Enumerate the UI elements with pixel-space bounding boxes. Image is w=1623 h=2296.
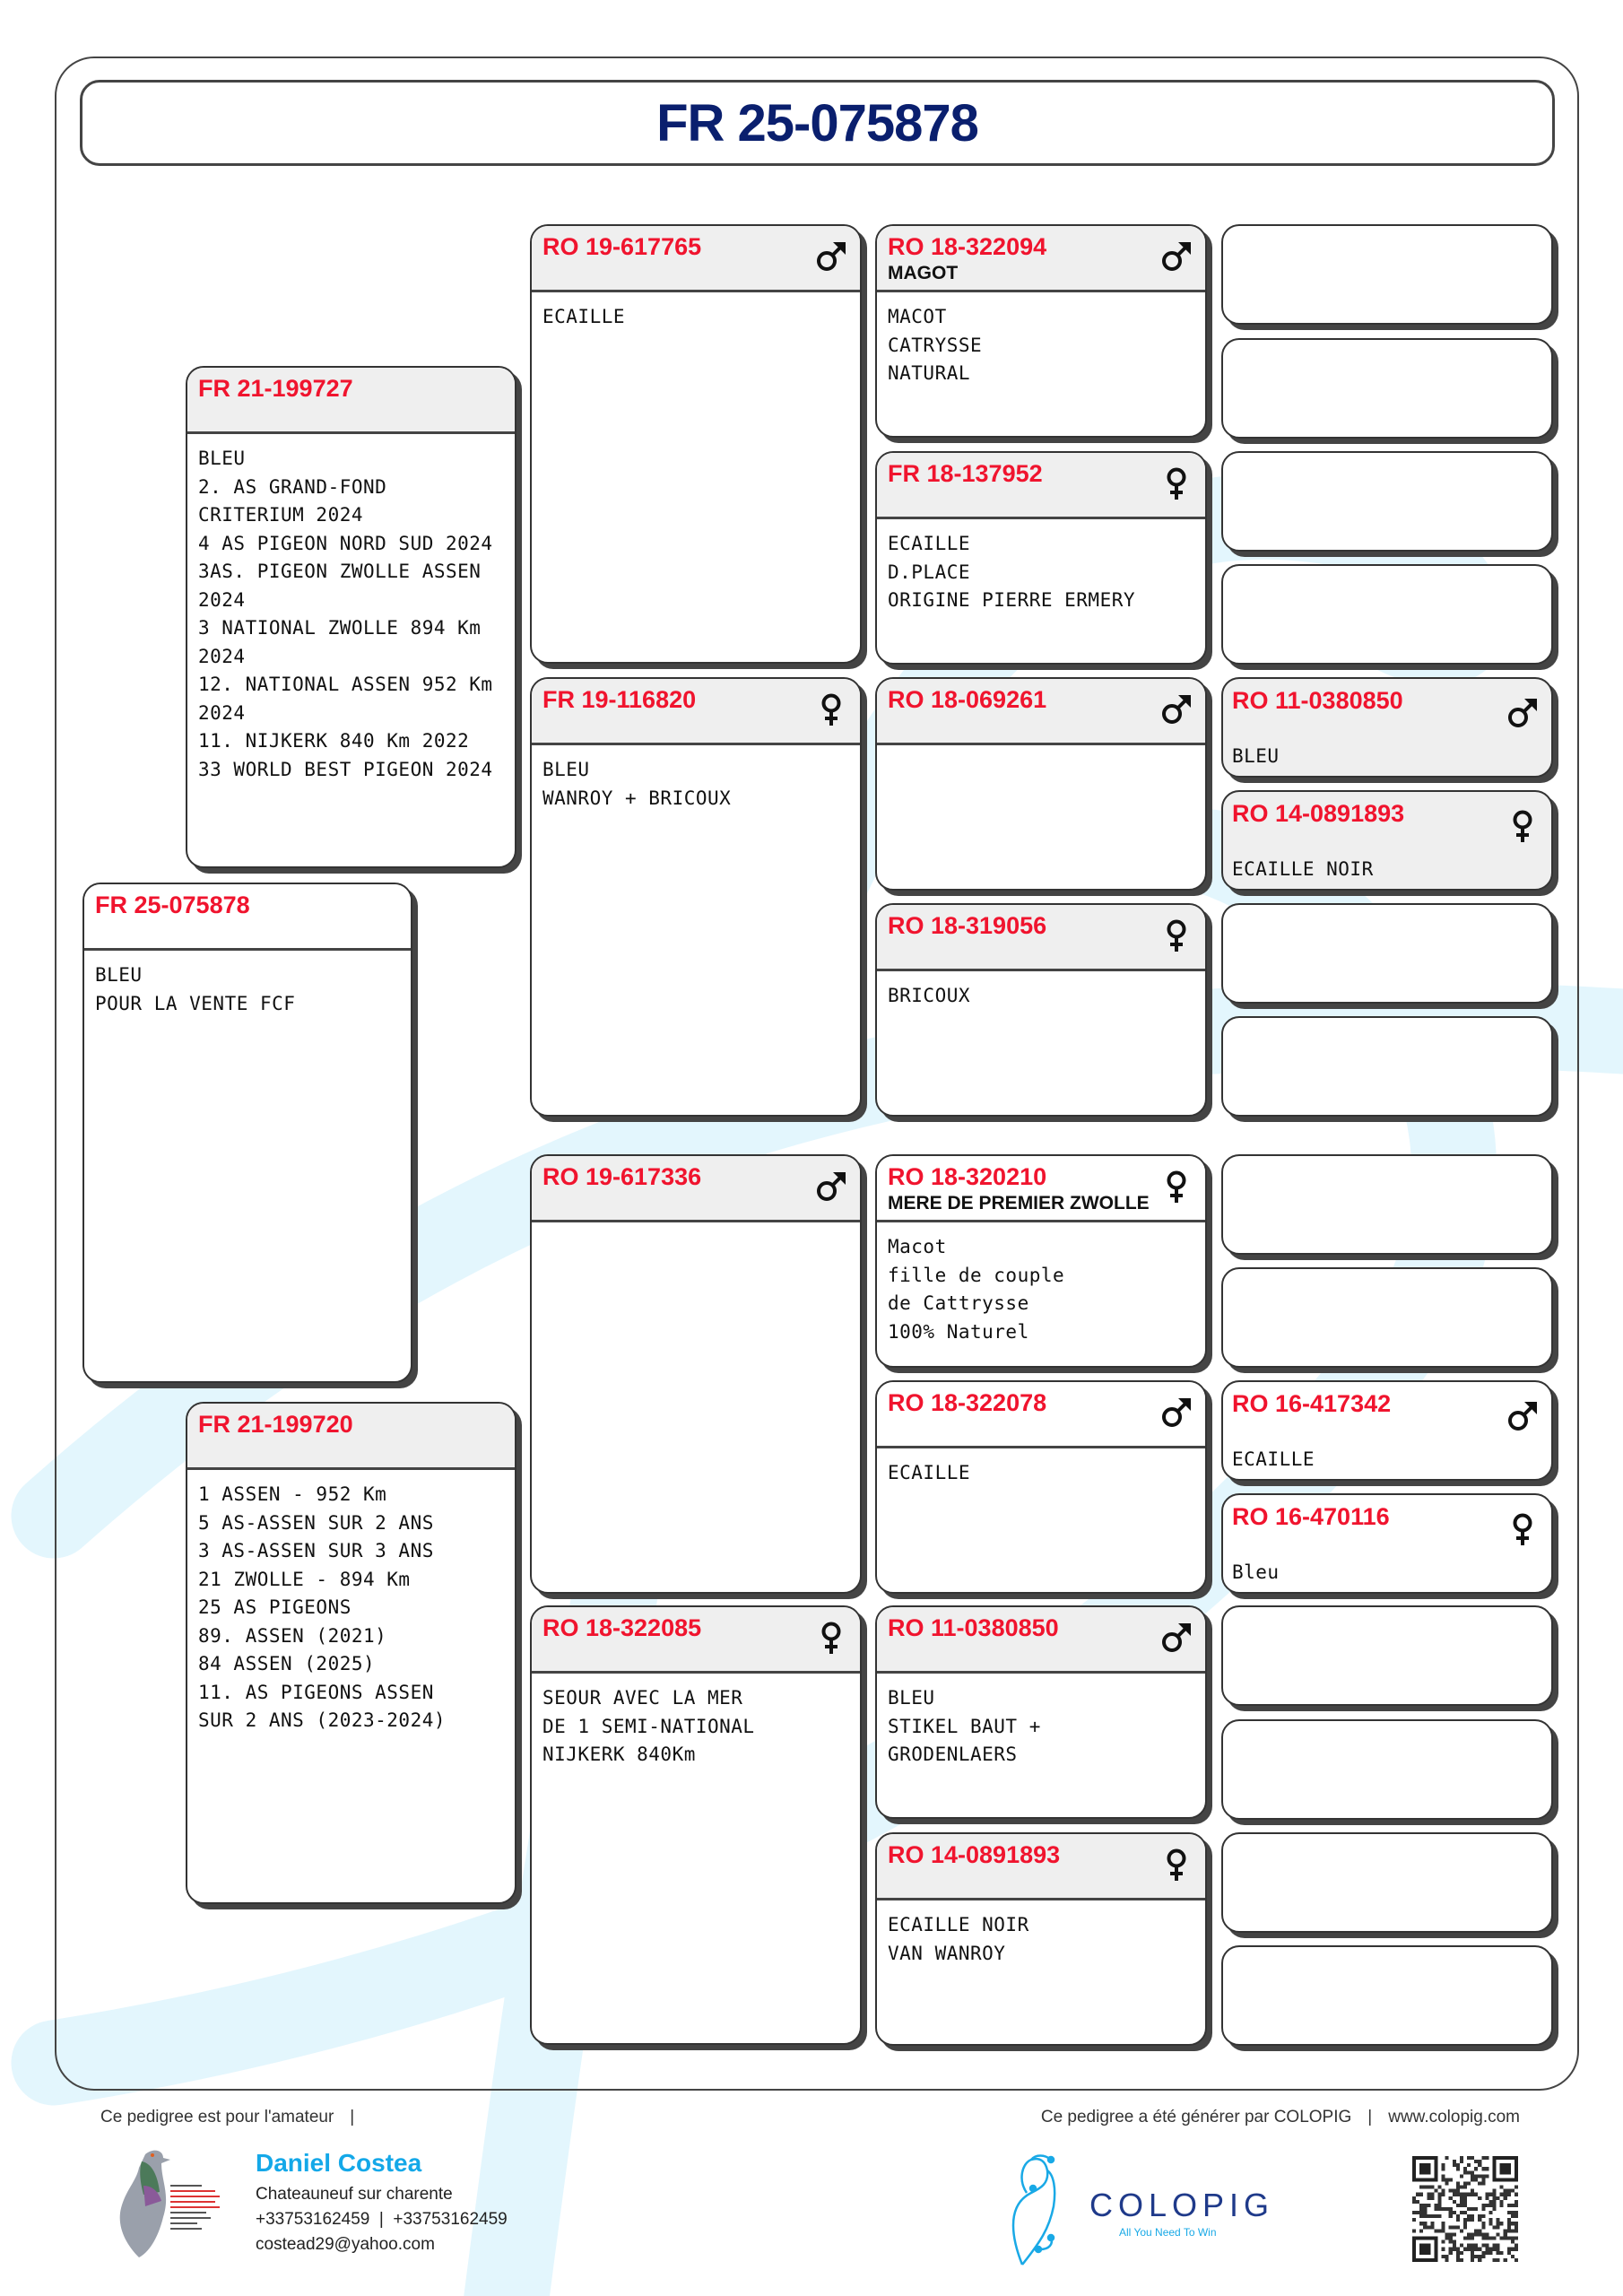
gen4-empty-card[interactable] — [1221, 564, 1553, 665]
sex-symbol — [1160, 918, 1193, 953]
gen4-card[interactable] — [1221, 790, 1553, 891]
ring-number: RO 16-417342 — [1232, 1390, 1392, 1417]
card-notes: BLEU 2. AS GRAND-FOND CRITERIUM 2024 4 AS PIGEON NORD SUD 2024 3AS. PIGEON ZWOLLE ASSEN 2024 3 NATIONAL ZWOLLE 894 Km 2024 12. NATIONAL ASSEN 952 Km 2024 11. NIJKERK 840 Km 2022 33 WORLD BEST PIGEON 2024 — [198, 448, 493, 780]
card-header — [877, 1834, 1205, 1900]
female-icon — [1506, 808, 1539, 844]
ring-number: RO 18-322078 — [888, 1389, 1047, 1416]
card-header — [877, 905, 1205, 971]
gen4-card[interactable] — [1221, 1493, 1553, 1594]
ring-number: RO 11-0380850 — [1232, 687, 1403, 714]
card-notes: ECAILLE — [1232, 1448, 1315, 1470]
ring-number: FR 21-199720 — [198, 1411, 353, 1438]
owner-city: Chateauneuf sur charente — [256, 2185, 453, 2204]
pigeon-photo — [99, 2145, 233, 2271]
female-icon — [1160, 1169, 1193, 1205]
card-notes — [532, 1222, 860, 1233]
great-grandparent-card[interactable] — [875, 1832, 1207, 2046]
ring-number: FR 21-199727 — [198, 375, 353, 402]
sex-symbol — [815, 239, 847, 274]
female-icon — [1160, 1847, 1193, 1883]
card-notes: ECAILLE NOIR — [1232, 858, 1374, 880]
card-notes: BLEU STIKEL BAUT + GRODENLAERS — [888, 1687, 1041, 1765]
card-header — [877, 1607, 1205, 1674]
card-notes: 1 ASSEN - 952 Km 5 AS-ASSEN SUR 2 ANS 3 AS-ASSEN SUR 3 ANS 21 ZWOLLE - 894 Km 25 AS PIGEONS 89. ASSEN (2021) 84 ASSEN (2025) 11. AS PIGEONS ASSEN SUR 2 ANS (2023-2024) — [198, 1483, 447, 1731]
page-title: FR 25-075878 — [656, 93, 978, 152]
owner-phones: +33753162459 | +33753162459 — [256, 2210, 508, 2229]
card-header — [877, 1382, 1205, 1448]
card-header — [532, 1156, 860, 1222]
card-header — [877, 1156, 1205, 1222]
ring-number: FR 19-116820 — [542, 686, 697, 713]
card-header — [187, 1404, 515, 1470]
male-icon — [1160, 691, 1193, 727]
sex-symbol — [1160, 1847, 1193, 1883]
ring-number: RO 18-322085 — [542, 1614, 702, 1641]
card-notes: SEOUR AVEC LA MER DE 1 SEMI-NATIONAL NIJKERK 840Km — [542, 1687, 755, 1765]
ring-number: RO 19-617765 — [542, 233, 702, 260]
card-header — [877, 226, 1205, 292]
male-icon — [1160, 1395, 1193, 1431]
logo-tagline: All You Need To Win — [1119, 2226, 1217, 2239]
gen4-empty-card[interactable] — [1221, 1719, 1553, 1820]
gen4-empty-card[interactable] — [1221, 1945, 1553, 2046]
separator: | — [1367, 2108, 1373, 2126]
male-icon — [1506, 695, 1539, 731]
subject-card[interactable] — [82, 883, 412, 1383]
card-notes: BLEU WANROY + BRICOUX — [542, 759, 732, 809]
male-icon — [1160, 239, 1193, 274]
great-grandparent-card[interactable] — [875, 903, 1207, 1117]
ring-number: RO 18-069261 — [888, 686, 1047, 713]
ring-number: FR 25-075878 — [95, 891, 250, 918]
sire-card[interactable] — [186, 366, 516, 868]
sex-symbol — [1506, 1398, 1539, 1434]
ring-number: RO 16-470116 — [1232, 1503, 1390, 1530]
colopig-logo — [1004, 2152, 1273, 2269]
card-notes: ECAILLE D.PLACE ORIGINE PIERRE ERMERY — [888, 533, 1136, 611]
great-grandparent-card[interactable] — [875, 224, 1207, 438]
gen4-empty-card[interactable] — [1221, 224, 1553, 325]
logo-brand: COLOPIG — [1089, 2187, 1275, 2223]
sex-symbol — [1506, 808, 1539, 844]
sex-symbol — [815, 1620, 847, 1656]
gen4-card[interactable] — [1221, 1380, 1553, 1481]
ring-number: RO 19-617336 — [542, 1163, 702, 1190]
card-notes — [877, 745, 1205, 756]
male-icon — [815, 239, 847, 274]
great-grandparent-card[interactable] — [875, 451, 1207, 665]
ring-number: RO 11-0380850 — [888, 1614, 1059, 1641]
card-header — [532, 679, 860, 745]
female-icon — [815, 1620, 847, 1656]
ring-number: FR 18-137952 — [888, 460, 1043, 487]
card-header — [84, 884, 411, 951]
ring-number: RO 14-0891893 — [1232, 800, 1405, 827]
card-header — [532, 1607, 860, 1674]
sex-symbol — [815, 1169, 847, 1205]
card-notes: ECAILLE — [542, 306, 626, 327]
grandparent-card[interactable] — [530, 677, 862, 1117]
sex-symbol — [1160, 239, 1193, 274]
great-grandparent-card[interactable] — [875, 1380, 1207, 1594]
sex-symbol — [1506, 1511, 1539, 1547]
pigeon-name: MERE DE PREMIER ZWOLLE — [888, 1193, 1150, 1213]
sex-symbol — [1160, 1169, 1193, 1205]
footer-generator-note — [1041, 2108, 1520, 2127]
male-icon — [815, 1169, 847, 1205]
gen4-empty-card[interactable] — [1221, 1154, 1553, 1255]
card-notes: BLEU POUR LA VENTE FCF — [95, 964, 296, 1014]
gen4-card[interactable] — [1221, 677, 1553, 778]
website-link[interactable]: www.colopig.com — [1388, 2108, 1520, 2126]
card-header — [532, 226, 860, 292]
colopig-bird-icon — [1004, 2152, 1085, 2269]
card-notes: BRICOUX — [888, 985, 971, 1006]
ring-number: RO 18-319056 — [888, 912, 1047, 939]
grandparent-card[interactable] — [530, 1605, 862, 2045]
gen4-empty-card[interactable] — [1221, 903, 1553, 1004]
card-notes: MACOT CATRYSSE NATURAL — [888, 306, 983, 384]
gen4-empty-card[interactable] — [1221, 1605, 1553, 1706]
grandparent-card[interactable] — [530, 1154, 862, 1594]
generator-note-text: Ce pedigree a été générer par COLOPIG — [1040, 2108, 1352, 2126]
pigeon-name: MAGOT — [888, 263, 959, 283]
male-icon — [1160, 1620, 1193, 1656]
female-icon — [1160, 918, 1193, 953]
card-notes: BLEU — [1232, 745, 1280, 767]
qr-code[interactable] — [1412, 2156, 1518, 2262]
title-box — [80, 80, 1555, 166]
female-icon — [1506, 1511, 1539, 1547]
sex-symbol — [1160, 465, 1193, 501]
gen4-empty-card[interactable] — [1221, 451, 1553, 552]
card-notes: Macot fille de couple de Cattrysse 100% Naturel — [888, 1236, 1065, 1343]
footer-amateur-note — [100, 2108, 370, 2127]
separator: | — [350, 2108, 355, 2126]
card-notes: ECAILLE NOIR VAN WANROY — [888, 1914, 1029, 1964]
great-grandparent-card[interactable] — [875, 1605, 1207, 1819]
great-grandparent-card[interactable] — [875, 1154, 1207, 1368]
owner-email[interactable]: costead29@yahoo.com — [256, 2235, 435, 2254]
card-notes: Bleu — [1232, 1561, 1280, 1583]
gen4-empty-card[interactable] — [1221, 1267, 1553, 1368]
sex-symbol — [815, 691, 847, 727]
dam-card[interactable] — [186, 1402, 516, 1904]
card-header — [877, 679, 1205, 745]
sex-symbol — [1160, 1395, 1193, 1431]
ring-number: RO 18-322094 — [888, 233, 1047, 260]
ring-number: RO 14-0891893 — [888, 1841, 1061, 1868]
ring-number: RO 18-320210 — [888, 1163, 1047, 1190]
male-icon — [1506, 1398, 1539, 1434]
sex-symbol — [1506, 695, 1539, 731]
owner-name: Daniel Costea — [256, 2149, 422, 2177]
female-icon — [815, 691, 847, 727]
amateur-note-text: Ce pedigree est pour l'amateur — [100, 2108, 334, 2126]
sex-symbol — [1160, 1620, 1193, 1656]
grandparent-card[interactable] — [530, 224, 862, 664]
female-icon — [1160, 465, 1193, 501]
gen4-empty-card[interactable] — [1221, 338, 1553, 439]
sex-symbol — [1160, 691, 1193, 727]
card-notes: ECAILLE — [888, 1462, 971, 1483]
card-header — [187, 368, 515, 434]
great-grandparent-card[interactable] — [875, 677, 1207, 891]
gen4-empty-card[interactable] — [1221, 1016, 1553, 1117]
gen4-empty-card[interactable] — [1221, 1832, 1553, 1933]
card-header — [877, 453, 1205, 519]
